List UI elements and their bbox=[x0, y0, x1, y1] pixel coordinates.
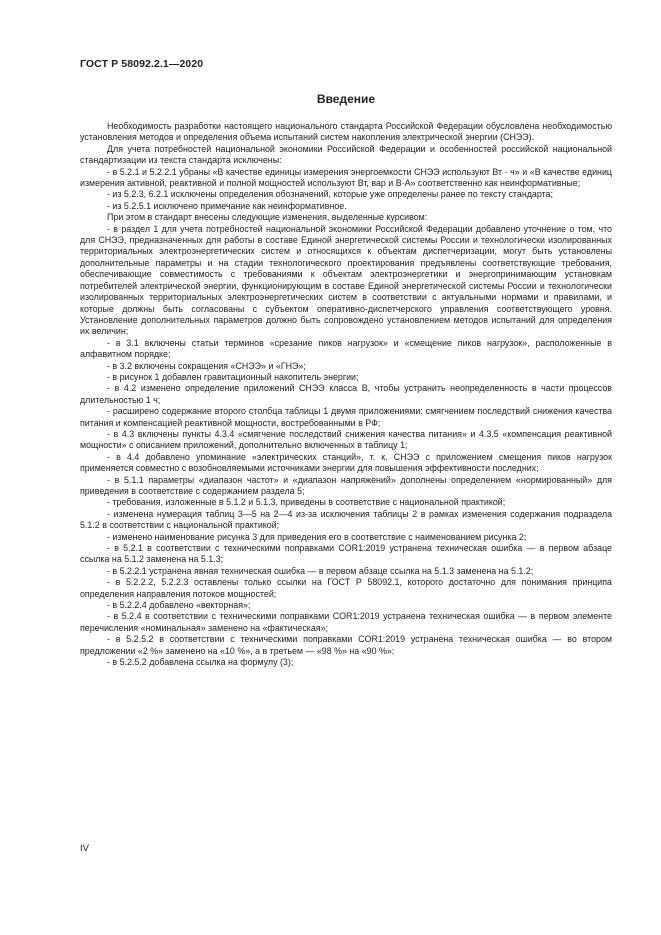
page-header: ГОСТ Р 58092.2.1—2020 bbox=[80, 58, 204, 70]
paragraph: - требования, изложенные в 5.1.2 и 5.1.3, приведены в соответствие с национальной практикой; bbox=[107, 497, 506, 508]
paragraph: - в 4.2 изменено определение приложений СНЭЭ класса В, чтобы устранить неопределенность в части процессов длительностью 1 ч; bbox=[80, 383, 612, 405]
paragraph: Для учета потребностей национальной экономики Российской Федерации и особенностей российской национальной стандартизации из текста стандарта исключены: bbox=[80, 143, 612, 166]
paragraph: - изменена нумерация таблиц 3—5 на 2—4 из-за исключения таблицы 2 в рамках изменения содержания подраздела 5.1.2 в соответствии с национальной практикой; bbox=[80, 508, 612, 531]
page-number: IV bbox=[80, 843, 89, 854]
paragraph: - в 5.1.1 параметры «диапазон частот» и «диапазон напряжений» дополнены определением «нормированный» для приведения в соответствие с содержанием раздела 5; bbox=[80, 474, 612, 496]
paragraph: Необходимость разработки настоящего национального стандарта Российской Федерации обусловлена необходимостью установления методов и определения объема испытаний систем накопления электрической энергии (СНЭЭ). bbox=[80, 121, 612, 143]
paragraph: - в 4.4 добавлено упоминание «электрических станций», т. к. СНЭЭ с приложением смещения пиков нагрузок применяется совместно с возобновляемыми источниками энергии для повышения эффективности последних; bbox=[80, 451, 612, 474]
paragraph: - в 5.2.1 в соответствии с техническими поправками COR1:2019 устранена техническая ошибка — в первом абзаце ссылка на 5.1.2 заменена на 5.1.3; bbox=[80, 543, 612, 565]
paragraph: - в 5.2.2.1 устранена явная техническая ошибка — в первом абзаце ссылка на 5.1.3 заменена на 5.1.2; bbox=[107, 565, 534, 576]
paragraph: - в 5.2.5.2 в соответствии с техническими поправками COR1:2019 устранена техническая ошибка — во втором предложении «2 %» заменено на «10 %», а в третьем — «98 %» на «90 %»; bbox=[80, 634, 612, 656]
paragraph: - в 3.2 включены сокращения «СНЭЭ» и «ГНЭ»; bbox=[107, 360, 306, 371]
paragraph: При этом в стандарт внесены следующие изменения, выделенные курсивом: bbox=[107, 212, 428, 223]
paragraph: - в 5.2.5.2 добавлена ссылка на формулу (3); bbox=[107, 657, 294, 668]
paragraph: - расширено содержание второго столбца таблицы 1 двумя приложениями: смягчением последствий снижения качества питания и компенсацией реактивной мощности, востребованными в РФ; bbox=[80, 406, 612, 428]
paragraph: - из 5.2.3, 6.2.1 исключены определения обозначений, которые уже определены ранее по тексту стандарта; bbox=[107, 189, 553, 200]
paragraph: - в 5.2.2.4 добавлено «векторная»; bbox=[107, 600, 251, 611]
paragraph: - в 5.2.4 в соответствии с техническими поправками COR1:2019 устранена техническая ошибка — в первом элементе перечисления «номинальная» заменено на «фактическая»; bbox=[80, 611, 612, 633]
paragraph: - в 5.2.2.2, 5.2.2.3 оставлены только ссылки на ГОСТ Р 58092.1, которого достаточно для понимания принципа определения направления потоков мощностей; bbox=[80, 577, 612, 599]
section-title: Введение bbox=[316, 92, 376, 106]
paragraph: - в 4.3 включены пункты 4.3.4 «смягчение последствий снижения качества питания» и 4.3.5 «компенсация реактивной мощности» с описанием приложений, дополнительно включенных в таблицу 1; bbox=[80, 428, 612, 451]
paragraph: - в 3.1 включены статьи терминов «срезание пиков нагрузок» и «смещение пиков нагрузок», расположенные в алфавитном порядке; bbox=[80, 337, 612, 360]
section-body bbox=[80, 121, 612, 669]
paragraph: - изменено наименование рисунка 3 для приведения его в соответствие с наименованием рисунка 2; bbox=[107, 531, 527, 542]
paragraph: - в рисунок 1 добавлен гравитационный накопитель энергии; bbox=[107, 371, 359, 382]
paragraph: - из 5.2.5.1 исключено примечание как неинформативное. bbox=[107, 200, 347, 211]
paragraph: - в раздел 1 для учета потребностей национальной экономики Российской Федерации добавлено уточнение о том, что для СНЭЭ, предназначенных для работы в составе Единой энергетической системы России и технологически изолированных территориальных электроэнергетических систем и относящихся к объектам диспетчеризации, могут быть установлены дополнительные параметры и на стадии технологического проектирования предъявлены соответствующие требования, обеспечивающие совместимость с требованиями к объектам электроэнергетики и энергопринимающим установкам потребителей электрической энергии, функционирующим в составе Единой энергетической системы России и технологически изолированных территориальных электроэнергетических систем в соответствии с актуальными нормами и правилами, и которые должны быть согласованы с субъектом оперативно-диспетчерского управления соответствующего уровня. Установление дополнительных параметров должно быть сопровождено установлением методов испытаний для определения их величин; bbox=[80, 223, 612, 337]
paragraph: - в 5.2.1 и 5.2.2.1 убраны «В качестве единицы измерения энергоемкости СНЭЭ используют Вт · ч» и «В качестве единиц измерения активной, реактивной и полной мощностей используют Вт, вар и В·А» соответственно как неинформативные; bbox=[80, 166, 612, 189]
